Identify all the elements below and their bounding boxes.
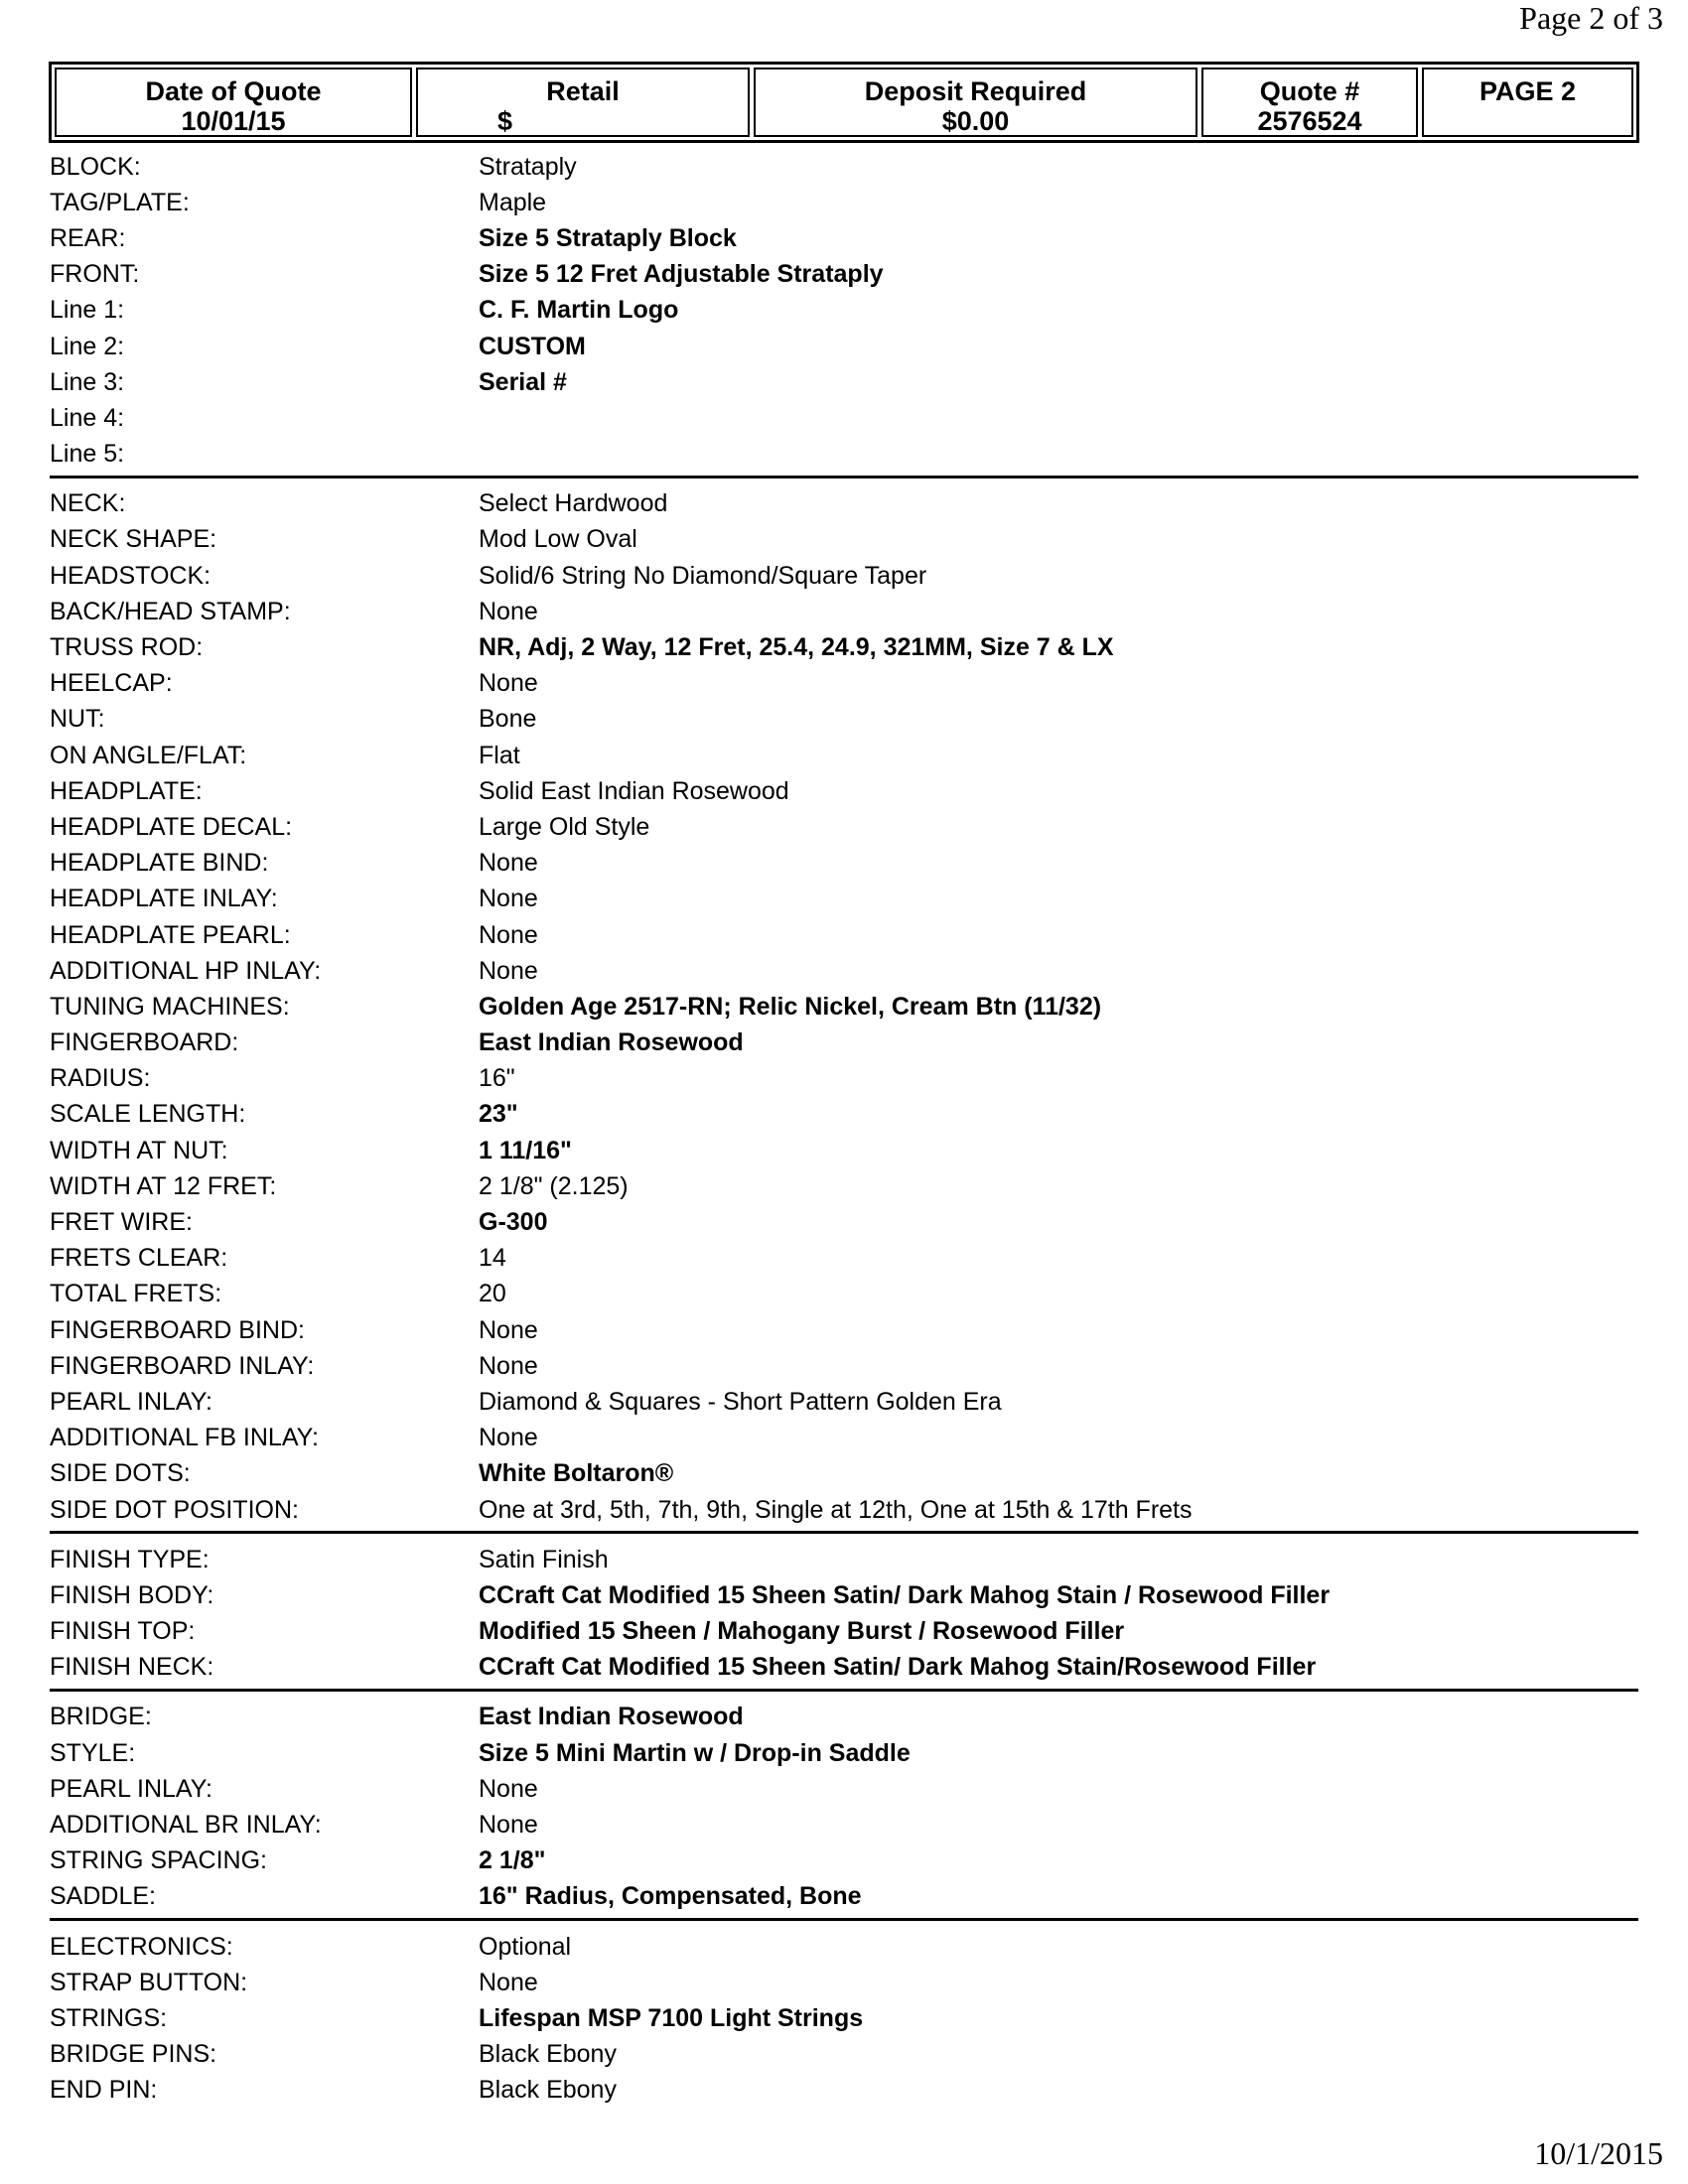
spec-value: Bone [479,705,537,734]
spec-row [50,1348,1638,1384]
spec-row [50,1771,1638,1807]
spec-label: SADDLE: [50,1882,156,1911]
page-cell [1422,68,1633,137]
spec-content [50,149,1638,2119]
spec-row [50,1577,1638,1613]
spec-label: HEADPLATE BIND: [50,849,269,878]
quote-number-value: 2576524 [1257,106,1362,136]
spec-label: Line 2: [50,332,125,360]
spec-row [50,1384,1638,1420]
spec-row [50,293,1638,329]
spec-value: NR, Adj, 2 Way, 12 Fret, 25.4, 24.9, 321MM, Size 7 & LX [479,633,1114,662]
spec-row [50,882,1638,917]
spec-row [50,149,1638,185]
spec-label: RADIUS: [50,1064,151,1093]
spec-label: ELECTRONICS: [50,1932,233,1961]
spec-label: TRUSS ROD: [50,633,204,662]
spec-section [50,1700,1638,1921]
date-of-quote-value: 10/01/15 [181,106,286,136]
spec-value: None [479,956,538,985]
spec-label: Line 5: [50,440,125,469]
spec-value: Select Hardwood [479,489,668,518]
spec-row [50,1025,1638,1061]
spec-row [50,846,1638,882]
spec-row [50,917,1638,953]
spec-label: STRINGS: [50,2003,168,2032]
spec-row [50,1965,1638,2000]
spec-row [50,1312,1638,1348]
spec-row [50,1650,1638,1686]
spec-row [50,594,1638,629]
spec-value: Serial # [479,367,567,396]
spec-label: FINGERBOARD: [50,1028,239,1057]
spec-row [50,2037,1638,2073]
spec-label: BLOCK: [50,152,141,181]
spec-row [50,1807,1638,1843]
spec-label: FINISH NECK: [50,1653,214,1682]
spec-label: HEADPLATE PEARL: [50,920,291,949]
spec-row [50,558,1638,594]
spec-row [50,1061,1638,1097]
spec-row [50,437,1638,473]
spec-row [50,702,1638,738]
spec-row [50,329,1638,364]
spec-row [50,1542,1638,1577]
spec-row [50,1492,1638,1528]
spec-value: 1 11/16" [479,1136,572,1164]
spec-label: FINISH TOP: [50,1617,196,1646]
spec-value: None [479,669,538,698]
spec-section [50,1542,1638,1692]
spec-label: FRONT: [50,260,140,289]
spec-label: HEADSTOCK: [50,561,211,590]
spec-label: HEADPLATE: [50,776,203,805]
spec-row [50,1614,1638,1650]
spec-value: C. F. Martin Logo [479,296,679,325]
deposit-cell [754,68,1197,137]
spec-value: 2 1/8" [479,1846,546,1875]
spec-value: None [479,920,538,949]
spec-value: CCraft Cat Modified 15 Sheen Satin/ Dark Mahog Stain/Rosewood Filler [479,1653,1317,1682]
spec-value: 23" [479,1100,518,1129]
spec-label: TAG/PLATE: [50,188,190,216]
spec-value: CUSTOM [479,332,586,360]
spec-value: Satin Finish [479,1545,609,1573]
spec-value: None [479,1811,538,1840]
spec-row [50,666,1638,702]
spec-value: None [479,597,538,625]
spec-label: WIDTH AT NUT: [50,1136,228,1164]
spec-value: None [479,885,538,913]
retail-title: Retail [546,76,620,106]
quote-number-cell [1201,68,1418,137]
spec-label: NUT: [50,705,105,734]
spec-row [50,773,1638,809]
spec-value: G-300 [479,1208,548,1237]
spec-value: None [479,849,538,878]
spec-label: ADDITIONAL FB INLAY: [50,1424,319,1452]
spec-value: Modified 15 Sheen / Mahogany Burst / Rosewood Filler [479,1617,1125,1646]
spec-value: Large Old Style [479,812,650,841]
spec-row [50,364,1638,400]
quote-number-title: Quote # [1259,76,1360,106]
spec-label: SIDE DOT POSITION: [50,1495,299,1524]
spec-section [50,149,1638,478]
spec-label: SCALE LENGTH: [50,1100,246,1129]
spec-row [50,1879,1638,1915]
spec-value: Maple [479,188,547,216]
spec-label: REAR: [50,223,126,252]
spec-row [50,1133,1638,1168]
spec-label: ON ANGLE/FLAT: [50,741,247,769]
spec-label: ADDITIONAL HP INLAY: [50,956,322,985]
spec-value: Mod Low Oval [479,525,637,554]
spec-value: Solid/6 String No Diamond/Square Taper [479,561,927,590]
spec-value: None [479,1968,538,1996]
spec-label: Line 3: [50,367,125,396]
spec-label: BACK/HEAD STAMP: [50,597,291,625]
spec-value: 16" Radius, Compensated, Bone [479,1882,862,1911]
spec-row [50,1277,1638,1312]
spec-value: None [479,1315,538,1344]
date-of-quote-title: Date of Quote [145,76,322,106]
spec-label: NECK SHAPE: [50,525,217,554]
deposit-title: Deposit Required [864,76,1087,106]
spec-row [50,1168,1638,1204]
spec-value: None [479,1424,538,1452]
quote-header [49,62,1639,143]
spec-row [50,257,1638,293]
retail-value: $ [497,106,513,136]
spec-section [50,486,1638,1534]
spec-value: Size 5 Mini Martin w / Drop-in Saddle [479,1738,911,1767]
spec-label: ADDITIONAL BR INLAY: [50,1811,322,1840]
spec-value: Black Ebony [479,2076,617,2105]
spec-value: One at 3rd, 5th, 7th, 9th, Single at 12th, One at 15th & 17th Frets [479,1495,1193,1524]
spec-label: STRAP BUTTON: [50,1968,248,1996]
spec-label: STYLE: [50,1738,136,1767]
spec-label: SIDE DOTS: [50,1459,191,1488]
spec-value: East Indian Rosewood [479,1703,744,1731]
spec-value: Solid East Indian Rosewood [479,776,789,805]
spec-label: BRIDGE: [50,1703,152,1731]
spec-row [50,2000,1638,2036]
spec-label: PEARL INLAY: [50,1774,212,1803]
date-of-quote-cell [55,68,412,137]
spec-row [50,185,1638,220]
spec-value: 14 [479,1244,506,1273]
spec-row [50,738,1638,773]
spec-label: HEELCAP: [50,669,173,698]
spec-label: PEARL INLAY: [50,1387,212,1416]
spec-label: FINISH BODY: [50,1580,214,1609]
spec-row [50,400,1638,436]
spec-value: Size 5 Strataply Block [479,223,737,252]
spec-label: FRETS CLEAR: [50,1244,228,1273]
spec-row [50,1735,1638,1771]
spec-row [50,1241,1638,1277]
retail-cell [416,68,750,137]
footer-date: 10/1/2015 [1534,2135,1663,2171]
spec-row [50,220,1638,256]
spec-row [50,1097,1638,1133]
page-number: Page 2 of 3 [1519,0,1663,36]
spec-row [50,1843,1638,1879]
spec-row [50,809,1638,845]
spec-value: Flat [479,741,520,769]
spec-label: END PIN: [50,2076,158,2105]
spec-row [50,2073,1638,2109]
spec-value: 20 [479,1280,506,1308]
spec-label: FINGERBOARD INLAY: [50,1351,315,1380]
spec-label: HEADPLATE INLAY: [50,885,278,913]
spec-label: HEADPLATE DECAL: [50,812,293,841]
spec-label: Line 4: [50,403,125,432]
spec-row [50,953,1638,989]
spec-row [50,1204,1638,1240]
spec-value: Strataply [479,152,577,181]
spec-row [50,1456,1638,1492]
spec-row [50,629,1638,665]
spec-row [50,522,1638,558]
spec-value: East Indian Rosewood [479,1028,744,1057]
spec-value: 16" [479,1064,515,1093]
spec-label: FRET WIRE: [50,1208,193,1237]
spec-row [50,1700,1638,1735]
deposit-value: $0.00 [941,106,1010,136]
spec-value: Lifespan MSP 7100 Light Strings [479,2003,864,2032]
spec-label: NECK: [50,489,126,518]
spec-value: Size 5 12 Fret Adjustable Strataply [479,260,884,289]
spec-label: TOTAL FRETS: [50,1280,222,1308]
spec-value: None [479,1774,538,1803]
spec-value: Diamond & Squares - Short Pattern Golden Era [479,1387,1002,1416]
spec-value: None [479,1351,538,1380]
spec-value: White Boltaron® [479,1459,674,1488]
spec-label: BRIDGE PINS: [50,2040,217,2069]
spec-value: Black Ebony [479,2040,617,2069]
page-title: PAGE 2 [1478,76,1577,106]
spec-section [50,1929,1638,2112]
spec-label: FINISH TYPE: [50,1545,210,1573]
spec-value: Optional [479,1932,572,1961]
spec-value: Golden Age 2517-RN; Relic Nickel, Cream Btn (11/32) [479,992,1102,1021]
spec-row [50,989,1638,1024]
spec-value: 2 1/8" (2.125) [479,1171,629,1200]
spec-label: Line 1: [50,296,125,325]
spec-label: FINGERBOARD BIND: [50,1315,305,1344]
spec-row [50,1929,1638,1965]
spec-label: STRING SPACING: [50,1846,268,1875]
spec-label: WIDTH AT 12 FRET: [50,1171,277,1200]
spec-row [50,1421,1638,1456]
spec-value: CCraft Cat Modified 15 Sheen Satin/ Dark Mahog Stain / Rosewood Filler [479,1580,1331,1609]
spec-row [50,486,1638,522]
spec-label: TUNING MACHINES: [50,992,290,1021]
